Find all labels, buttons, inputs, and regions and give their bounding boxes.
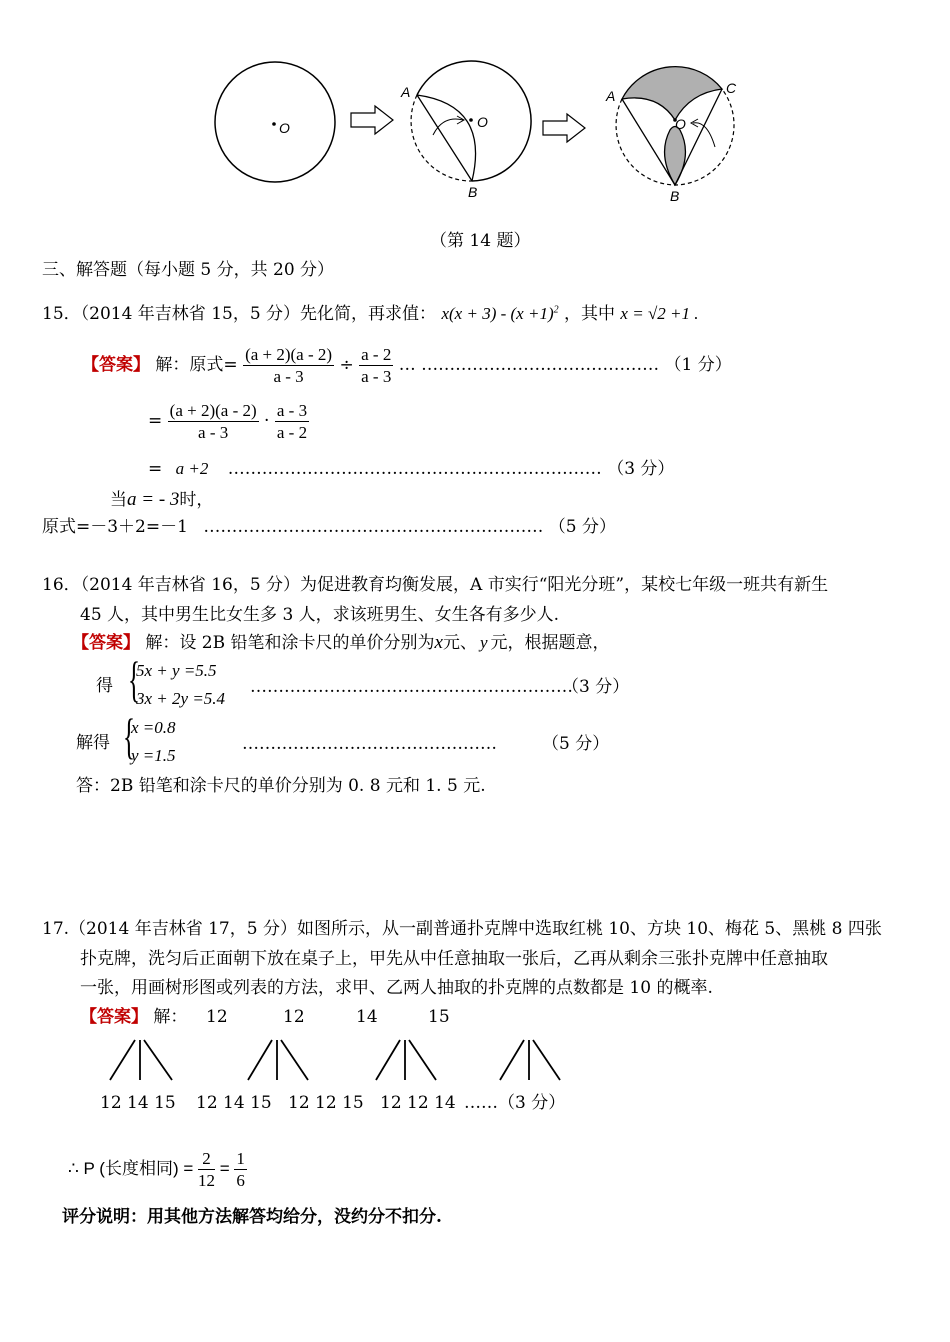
q15-line3 [148, 460, 674, 478]
q15-dots-1: … …………………………………… [398, 355, 660, 375]
q15-line4-expr: a = - 3 [127, 489, 180, 510]
q16-mid-text: 元、 [442, 633, 477, 653]
q16-line1-text: 解：设 2B 铅笔和涂卡尺的单价分别为 [145, 633, 435, 653]
q15-line3-expr: a +2 [175, 459, 209, 478]
q15-f2-denominator: a - 3 [361, 367, 392, 386]
q15-fraction-3 [168, 402, 259, 441]
q16-jiede: 解得 [76, 733, 110, 753]
tree-leaves-3: 12 12 15 [288, 1093, 364, 1113]
label-o3: O [675, 116, 686, 132]
q15-where: ，其中 [564, 304, 616, 324]
q15-f3-denominator: a - 3 [198, 423, 229, 442]
q16-system-brace: { [128, 651, 140, 707]
branch-group-2 [248, 1040, 308, 1080]
q15-f4-denominator: a - 2 [276, 423, 308, 442]
q15-line2 [148, 402, 309, 441]
circle-folding-figure [205, 55, 745, 215]
q15-line4-when: 当 [110, 490, 127, 510]
q15-score-5: （5 分） [548, 517, 616, 537]
probability-line [68, 1150, 247, 1189]
q16-var-x: x [434, 632, 443, 653]
q15-eq-sign-2: = [148, 411, 163, 431]
grading-note: 评分说明：用其他方法解答均给分，没约分不扣分. [62, 1207, 442, 1227]
tree-diagram-branches [100, 1036, 580, 1086]
label-o2: O [477, 114, 488, 130]
figure-caption: （第 14 题） [430, 231, 531, 251]
arrow-right-2 [543, 114, 585, 142]
q16-score-3: （5 分） [542, 734, 610, 754]
arrow-right-1 [351, 106, 393, 134]
q16-end-text: 元，根据题意， [490, 633, 610, 653]
section-title: 三、解答题（每小题 5 分，共 20 分） [42, 260, 335, 280]
q17-stem-line3: 一张，用画树形图或列表的方法，求甲、乙两人抽取的扑克牌的点数都是 10 的概率. [80, 978, 713, 998]
branch-group-1 [110, 1040, 172, 1080]
q15-divide-sign: ÷ [339, 355, 354, 375]
shaded-top-region [622, 67, 722, 120]
label-b3: B [670, 188, 680, 204]
branch-group-4 [500, 1040, 560, 1080]
label-o1: O [279, 120, 290, 136]
tree-leaves-4: 12 12 14 [380, 1093, 456, 1113]
q15-fraction-1 [243, 346, 334, 385]
branch-group-3 [376, 1040, 436, 1080]
q15-line4 [110, 490, 213, 509]
p2-numerator: 1 [236, 1149, 245, 1168]
tree-root-2: 12 [283, 1007, 305, 1027]
q16-stem-line2: 45 人，其中男生比女生多 3 人，求该班男生、女生各有多少人. [80, 605, 560, 625]
chord-ab-2 [417, 95, 472, 181]
q16-equation-2: 3x + 2y =5.4 [136, 689, 226, 708]
q15-expression-exponent: 2 [553, 304, 559, 316]
q17-answer-tag: 【答案】 [80, 1007, 148, 1027]
q15-f1-denominator: a - 3 [273, 367, 304, 386]
q15-line5 [42, 519, 616, 536]
circle-2-dashed-arc [411, 95, 472, 181]
center-dot-2 [469, 118, 473, 122]
shaded-bottom-region [665, 127, 686, 186]
p2-denominator: 6 [236, 1171, 245, 1190]
q16-solution-brace: { [123, 708, 135, 764]
q15-condition: x = √2 +1 . [620, 304, 699, 323]
label-b2: B [468, 184, 478, 200]
q15-dots-3: ………………………………………………………… [227, 459, 602, 479]
probability-therefore: ∴ P (长度相同) = [68, 1158, 194, 1178]
tree-leaves-2: 12 14 15 [196, 1093, 272, 1113]
q16-var-y: y [479, 633, 488, 652]
q15-dots-5: …………………………………………………… [203, 517, 544, 537]
q15-score-3: （3 分） [607, 459, 675, 479]
q15-f4-numerator: a - 3 [276, 401, 308, 420]
circle-1 [215, 62, 335, 182]
q16-solution-x: x =0.8 [131, 718, 176, 737]
q15-line1-prefix: 解：原式= [155, 355, 238, 375]
label-a2: A [401, 84, 411, 100]
probability-eq: = [219, 1158, 230, 1178]
q16-dots-2: ………………………………………………… [250, 677, 573, 697]
q17-jie: 解： [153, 1007, 188, 1027]
q16-score-2: （3 分） [562, 677, 630, 697]
q15-f1-numerator: (a + 2)(a - 2) [245, 345, 333, 364]
p1-numerator: 2 [198, 1150, 215, 1170]
label-c3: C [726, 80, 737, 96]
q17-stem-line1: 17.（2014 年吉林省 17，5 分）如图所示，从一副普通扑克牌中选取红桃 10、方块 10、梅花 5、黑桃 8 四张 [42, 919, 882, 939]
q17-answer-line [80, 1009, 187, 1026]
q16-stem-line1: 16．（2014 年吉林省 16，5 分）为促进教育均衡发展，A 市实行“阳光分班”，某校七年级一班共有新生 [42, 575, 829, 595]
q15-fraction-4 [275, 402, 309, 441]
q16-answer-tag: 【答案】 [72, 633, 140, 653]
tree-tail-score: ……（3 分） [464, 1093, 566, 1113]
q15-line5-text: 原式=－3＋2=－1 [42, 517, 188, 537]
q15-stem [42, 305, 699, 323]
q17-stem-line2: 扑克牌，洗匀后正面朝下放在桌子上，甲先从中任意抽取一张后，乙再从剩余三张扑克牌中任意抽取 [80, 949, 828, 969]
q15-score-1: （1 分） [664, 355, 732, 375]
q15-f3-numerator: (a + 2)(a - 2) [169, 401, 257, 420]
q15-multiply-dot: · [264, 411, 270, 431]
center-dot-1 [272, 122, 276, 126]
q15-answer-tag: 【答案】 [82, 355, 150, 375]
probability-fraction-1 [198, 1150, 215, 1189]
tree-leaves-1: 12 14 15 [100, 1093, 176, 1113]
tree-root-4: 15 [428, 1007, 450, 1027]
p1-denominator: 12 [198, 1171, 216, 1190]
tree-root-3: 14 [356, 1007, 378, 1027]
q16-de: 得 [96, 676, 113, 696]
q15-eq-sign-3: = [148, 459, 163, 479]
q16-solution-y: y =1.5 [131, 746, 176, 765]
label-a3: A [606, 88, 616, 104]
q16-equation-1: 5x + y =5.5 [136, 661, 217, 680]
tree-root-1: 12 [206, 1007, 228, 1027]
q16-dots-3: ……………………………………… [242, 734, 497, 754]
q16-final-answer: 答：2B 铅笔和涂卡尺的单价分别为 0. 8 元和 1. 5 元. [76, 776, 486, 796]
q15-line4-end: 时， [179, 490, 214, 510]
q15-expression: x(x + 3) - (x +1) [441, 304, 554, 323]
q15-line1 [82, 346, 732, 385]
q15-f2-numerator: a - 2 [361, 345, 392, 364]
q16-answer-line [72, 633, 610, 652]
q15-fraction-2 [359, 346, 393, 385]
q15-stem-text: 15．（2014 年吉林省 15，5 分）先化简，再求值： [42, 304, 437, 324]
probability-fraction-2 [234, 1150, 247, 1189]
